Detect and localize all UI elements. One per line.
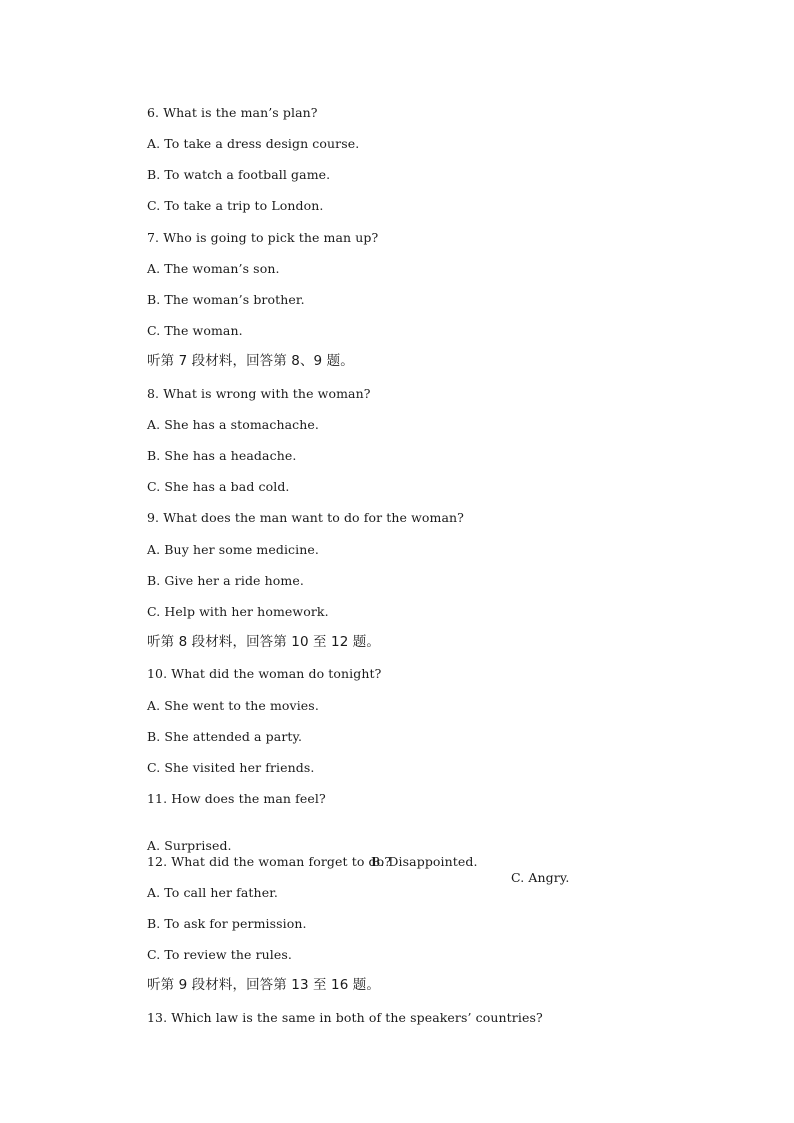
q9-option-b: B. Give her a ride home. xyxy=(147,573,304,588)
q7-option-a: A. The woman’s son. xyxy=(147,261,280,276)
q7-option-b: B. The woman’s brother. xyxy=(147,292,305,307)
question-12: 12. What did the woman forget to do? xyxy=(147,854,392,869)
section-heading-7: 听第 7 段材料，回答第 8、9 题。 xyxy=(147,353,354,369)
q8-option-a: A. She has a stomachache. xyxy=(147,417,319,432)
q12-option-b: B. To ask for permission. xyxy=(147,916,307,931)
q11-option-a: A. Surprised. xyxy=(147,838,232,853)
question-13: 13. Which law is the same in both of the speakers’ countries? xyxy=(147,1010,543,1025)
q11-option-b: B. Disappointed. xyxy=(371,854,478,869)
q7-option-c: C. The woman. xyxy=(147,323,243,338)
question-7: 7. Who is going to pick the man up? xyxy=(147,230,379,245)
q11-option-c: C. Angry. xyxy=(511,870,570,885)
q12-option-a: A. To call her father. xyxy=(147,885,278,900)
question-6: 6. What is the man’s plan? xyxy=(147,105,318,120)
q9-option-a: A. Buy her some medicine. xyxy=(147,542,319,557)
question-8: 8. What is wrong with the woman? xyxy=(147,386,371,401)
q10-option-a: A. She went to the movies. xyxy=(147,698,319,713)
section-heading-8: 听第 8 段材料，回答第 10 至 12 题。 xyxy=(147,634,380,650)
q12-option-c: C. To review the rules. xyxy=(147,947,292,962)
section-heading-9: 听第 9 段材料，回答第 13 至 16 题。 xyxy=(147,977,380,993)
q10-option-b: B. She attended a party. xyxy=(147,729,303,744)
question-11: 11. How does the man feel? xyxy=(147,791,326,806)
question-10: 10. What did the woman do tonight? xyxy=(147,666,382,681)
q8-option-c: C. She has a bad cold. xyxy=(147,479,290,494)
q6-option-b: B. To watch a football game. xyxy=(147,167,331,182)
q9-option-c: C. Help with her homework. xyxy=(147,604,329,619)
q8-option-b: B. She has a headache. xyxy=(147,448,297,463)
q10-option-c: C. She visited her friends. xyxy=(147,760,315,775)
q6-option-a: A. To take a dress design course. xyxy=(147,136,360,151)
question-9: 9. What does the man want to do for the woman? xyxy=(147,510,464,525)
q6-option-c: C. To take a trip to London. xyxy=(147,198,324,213)
